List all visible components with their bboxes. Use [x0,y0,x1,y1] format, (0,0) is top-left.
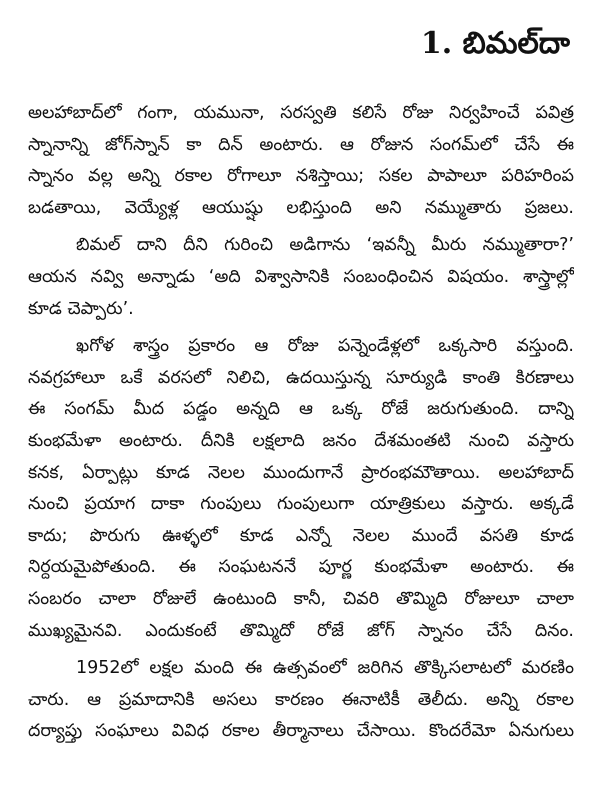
text-line: దర్యాప్తు సంఘాలు వివిధ రకాల తీర్మానాలు చేసాయి. కొందరేమో ఏనుగులు [28,721,574,742]
text-line: ఖగోళ శాస్త్రం ప్రకారం ఆ రోజు పన్నెండేళ్లలో ఒక్కసారి వస్తుంది. [76,336,574,357]
text-line: 1952లో లక్షల మంది ఈ ఉత్సవంలో జరిగిన తొక్కిసలాటలో మరణిం [76,658,574,679]
text-line: కనక, ఏర్పాట్లు కూడ నెలల ముందుగానే ప్రారంభమౌతాయి. అలహాబాద్ [28,462,574,483]
text-line: బడతాయి, వెయ్యేళ్ల ఆయుష్షు లభిస్తుంది అని నమ్ముతారు ప్రజలు. [28,197,574,218]
text-line: కూడ చెప్పారు’. [28,298,134,319]
body-text [28,98,574,748]
paragraph [28,331,574,647]
text-line: చారు. ఆ ప్రమాదానికి అసలు కారణం ఈనాటికీ తెలీదు. అన్ని రకాల [28,689,574,710]
text-line: నిర్దయమైపోతుంది. ఈ సంఘటననే పూర్ణ కుంభమేళా అంటారు. ఈ [28,557,574,578]
paragraph [28,653,574,748]
text-line: కుంభమేళా అంటారు. దీనికి లక్షలాది జనం దేశమంతటి నుంచి వస్తారు [28,430,574,451]
text-line: నుంచి ప్రయాగ దాకా గుంపులు గుంపులుగా యాత్రికులు వస్తారు. అక్కడే [28,494,574,515]
paragraph [28,98,574,224]
text-line: ఆయన నవ్వి అన్నాడు ‘అది విశ్వాసానికి సంబంధించిన విషయం. శాస్త్రాల్లో [28,266,574,287]
chapter-title: 1. బిమల్‌దా [420,26,570,61]
paragraph [28,230,574,325]
text-line: స్నానం వల్ల అన్ని రకాల రోగాలూ నశిస్తాయి; సకల పాపాలూ పరిహరింప [28,166,574,187]
text-line: స్నానాన్ని జోగ్‌స్నాన్ కా దిన్ అంటారు. ఆ రోజున సంగమ్‌లో చేసే ఈ [28,134,574,155]
text-line: బిమల్ దాని దీని గురించి అడిగాను ‘ఇవన్నీ మీరు నమ్ముతారా?’ [76,235,574,256]
text-line: ముఖ్యమైనవి. ఎందుకంటే తొమ్మిదో రోజే జోగ్ స్నానం చేసే దినం. [28,620,574,641]
text-line: సంబరం చాలా రోజులే ఉంటుంది కానీ, చివరి తొమ్మిది రోజులూ చాలా [28,588,574,609]
text-line: అలహాబాద్‌లో గంగా, యమునా, సరస్వతి కలిసే రోజు నిర్వహించే పవిత్ర [28,103,574,123]
text-line: నవగ్రహాలూ ఒకే వరసలో నిలిచి, ఉదయిస్తున్న సూర్యుడి కాంతి కిరణాలు [28,367,574,388]
text-line: కాదు; పొరుగు ఊళ్ళలో కూడ ఎన్నో నెలల ముందే వసతి కూడ [28,525,574,546]
text-line: ఈ సంగమ్ మీద పడ్డం అన్నది ఆ ఒక్క రోజే జరుగుతుంది. దాన్ని [28,399,574,420]
